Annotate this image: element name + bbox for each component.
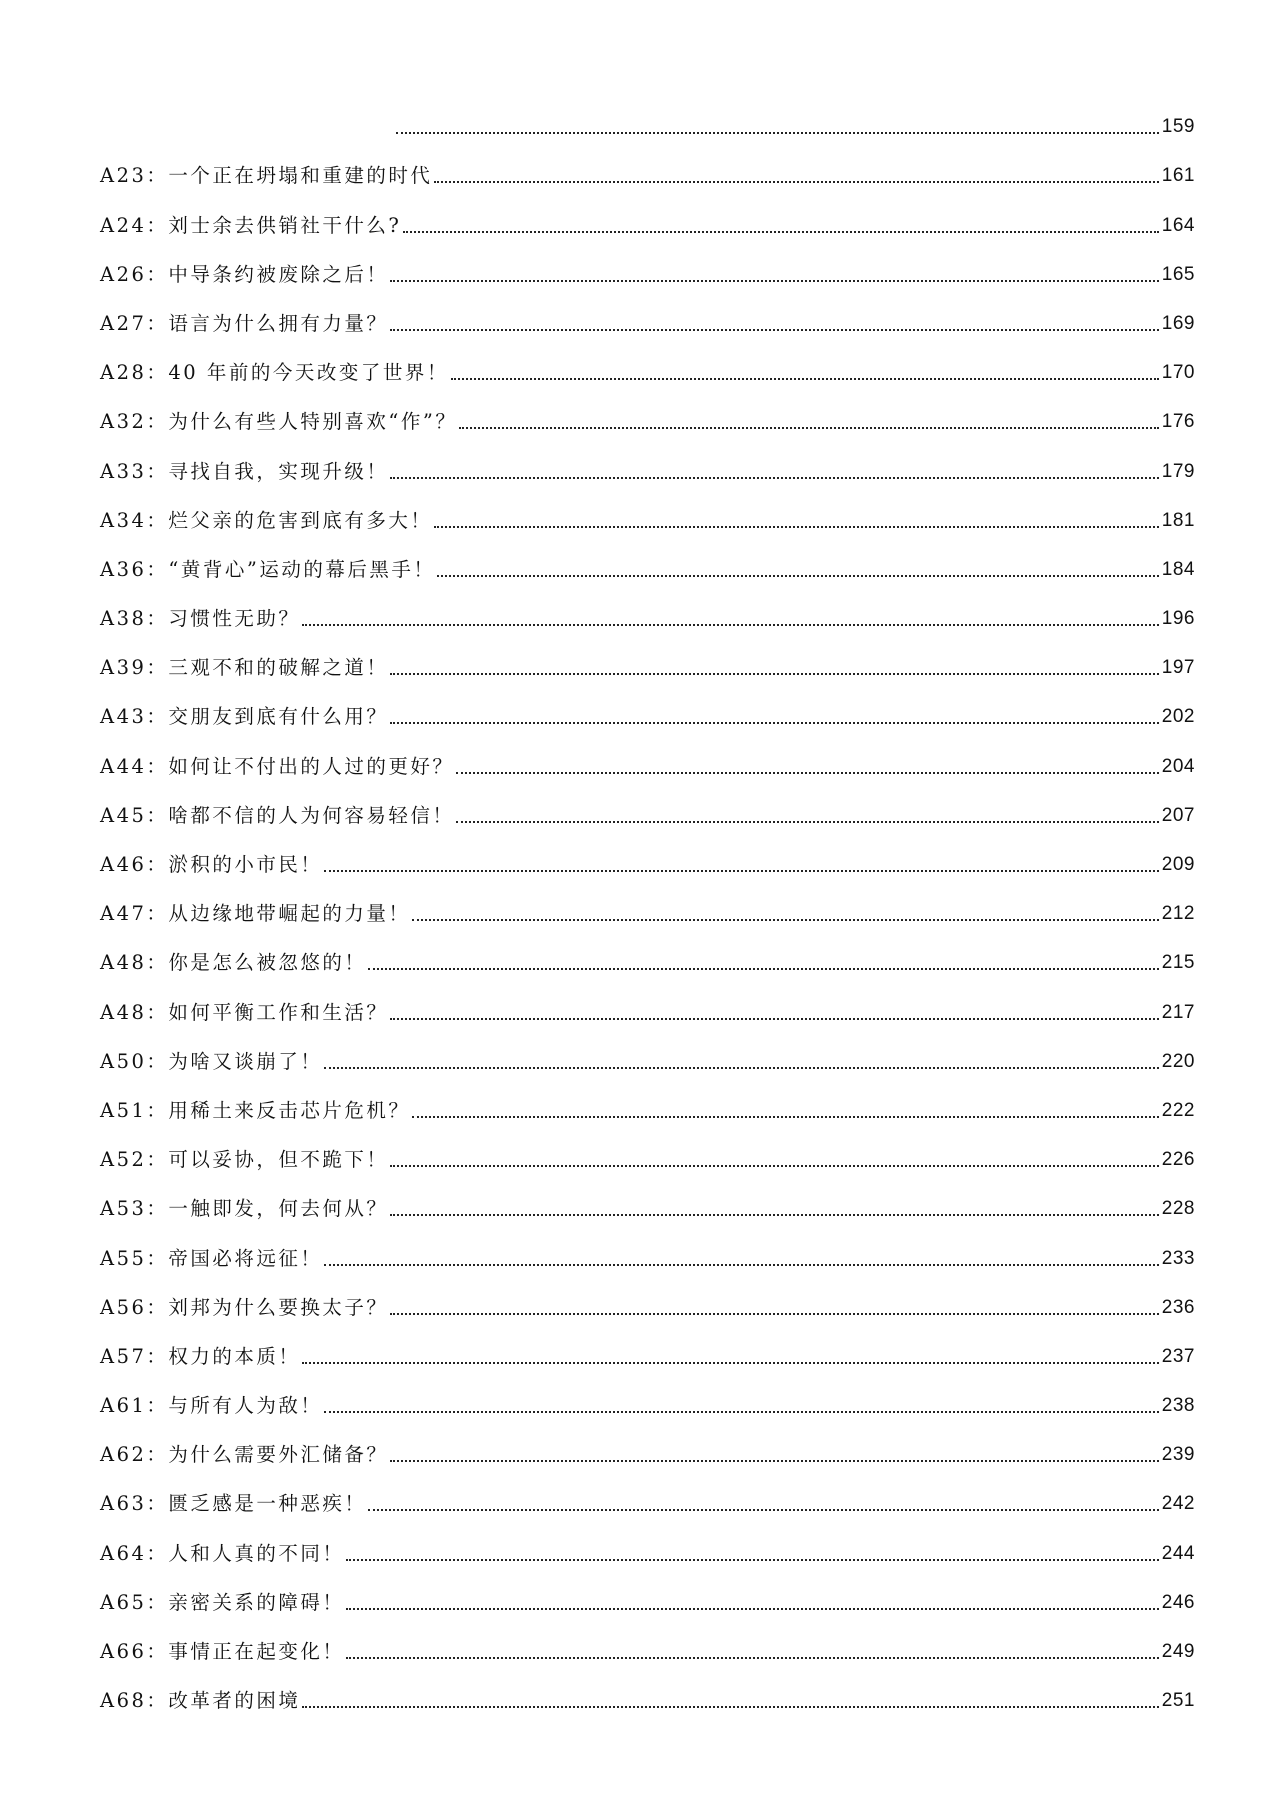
dot-leader [324,1067,1158,1069]
toc-page-number: 169 [1161,312,1195,334]
toc-page-number: 181 [1161,509,1195,531]
toc-page-number: 165 [1161,263,1195,285]
toc-entry-title: A52：可以妥协，但不跪下！ [100,1148,389,1172]
toc-page-number: 196 [1161,608,1195,630]
dot-leader [390,477,1158,479]
toc-entry-title: A26：中导条约被废除之后！ [100,262,389,286]
toc-entry-title: A48：你是怎么被忽悠的！ [100,951,367,975]
toc-entry-title: A62：为什么需要外汇储备？ [100,1443,389,1467]
dot-leader [412,919,1158,921]
toc-page-number: 179 [1161,460,1195,482]
toc-entry-title: A38：习惯性无助？ [100,607,301,631]
dot-leader [368,1509,1158,1511]
dot-leader [390,1018,1158,1020]
toc-entry-title: A55：帝国必将远征！ [100,1246,323,1270]
toc-entry[interactable] [100,1467,1195,1516]
toc-page-number: 237 [1161,1345,1195,1367]
toc-page-number: 222 [1161,1099,1195,1121]
toc-entry[interactable] [100,139,1195,188]
toc-entry[interactable] [100,1320,1195,1369]
toc-entry-title: A50：为啥又谈崩了！ [100,1049,323,1073]
toc-page-number: 204 [1161,755,1195,777]
toc-entry[interactable] [100,1025,1195,1074]
toc-entry-title: A36：“黄背心”运动的幕后黑手！ [100,557,436,581]
toc-page-number: 202 [1161,706,1195,728]
toc-entry[interactable] [100,336,1195,385]
toc-page-number: 242 [1161,1493,1195,1515]
toc-entry[interactable] [100,1123,1195,1172]
toc-entry-title: A44：如何让不付出的人过的更好？ [100,754,455,778]
toc-entry[interactable] [100,729,1195,778]
toc-entry-title: A27：语言为什么拥有力量？ [100,311,389,335]
toc-entry[interactable] [100,287,1195,336]
dot-leader [403,231,1158,233]
toc-entry[interactable] [100,631,1195,680]
dot-leader [451,378,1159,380]
toc-entry-title: A45：啥都不信的人为何容易轻信！ [100,803,455,827]
toc-page-number: 161 [1161,165,1195,187]
toc-entry-title: A65：亲密关系的障碍！ [100,1590,345,1614]
dot-leader [437,575,1158,577]
toc-page-number: 164 [1161,214,1195,236]
dot-leader [346,1608,1158,1610]
dot-leader [302,1706,1158,1708]
dot-leader [390,1313,1158,1315]
toc-entry-title: A51：用稀土来反击芯片危机？ [100,1098,411,1122]
toc-entry-title: A34：烂父亲的危害到底有多大！ [100,508,433,532]
dot-leader [368,968,1158,970]
dot-leader [324,870,1158,872]
toc-page-number: 251 [1161,1690,1195,1712]
toc-entry-title: A53：一触即发，何去何从？ [100,1197,389,1221]
toc-entry-title: A32：为什么有些人特别喜欢“作”？ [100,410,458,434]
dot-leader [324,1264,1158,1266]
toc-entry[interactable] [100,238,1195,287]
toc-page-number: 249 [1161,1641,1195,1662]
dot-leader [390,673,1158,675]
toc-entry[interactable] [100,1074,1195,1123]
table-of-contents [100,90,1195,1713]
toc-page-number: 236 [1161,1296,1195,1318]
dot-leader [390,329,1158,331]
dot-leader [390,1214,1158,1216]
toc-entry[interactable] [100,1516,1195,1565]
toc-page-number: 228 [1161,1198,1195,1220]
toc-entry[interactable] [100,1566,1195,1615]
toc-entry-title: A33：寻找自我，实现升级！ [100,459,389,483]
dot-leader [346,1657,1158,1659]
toc-entry-title: A46：淤积的小市民！ [100,853,323,876]
toc-entry-title: A48：如何平衡工作和生活？ [100,1000,389,1024]
toc-page-number: 212 [1161,903,1195,925]
toc-page-number: 226 [1161,1149,1195,1171]
dot-leader [302,624,1158,626]
toc-entry-title: A64：人和人真的不同！ [100,1541,345,1565]
toc-entry[interactable] [100,1172,1195,1221]
toc-entry[interactable] [100,779,1195,828]
dot-leader [456,821,1158,823]
toc-page-number: 220 [1161,1050,1195,1072]
toc-page-number: 246 [1161,1591,1195,1613]
toc-page-number: 209 [1161,854,1195,875]
toc-entry[interactable] [100,484,1195,533]
dot-leader [456,772,1158,774]
toc-entry-title: A68：改革者的困境 [100,1689,301,1713]
toc-entry[interactable] [100,1221,1195,1270]
toc-page-number: 239 [1161,1444,1195,1466]
toc-entry[interactable] [100,680,1195,729]
toc-page-number: 207 [1161,804,1195,826]
toc-entry-title: A57：权力的本质！ [100,1344,301,1368]
toc-entry[interactable] [100,828,1195,877]
toc-page-number: 184 [1161,558,1195,580]
dot-leader [434,181,1158,183]
toc-page-number: 176 [1161,411,1195,433]
dot-leader [434,526,1158,528]
dot-leader [390,280,1158,282]
toc-entry-title: A61：与所有人为敌！ [100,1394,323,1418]
dot-leader [390,722,1158,724]
toc-entry-title: A66：事情正在起变化！ [100,1640,345,1663]
toc-entry[interactable] [100,1664,1195,1713]
dot-leader [346,1559,1158,1561]
toc-entry[interactable] [100,926,1195,975]
toc-entry-title: A47：从边缘地带崛起的力量！ [100,902,411,926]
toc-entry[interactable] [100,1418,1195,1467]
toc-page-number: 159 [1161,116,1195,138]
toc-page-number: 197 [1161,657,1195,679]
toc-page-number: 217 [1161,1001,1195,1023]
toc-entry[interactable] [100,1615,1195,1664]
toc-page-number: 233 [1161,1247,1195,1269]
toc-entry-title: A43：交朋友到底有什么用？ [100,705,389,729]
toc-entry[interactable] [100,434,1195,483]
toc-entry[interactable] [100,582,1195,631]
toc-page-number: 244 [1161,1542,1195,1564]
toc-page-number: 170 [1161,362,1195,384]
dot-leader [412,1116,1158,1118]
dot-leader [396,132,1159,134]
toc-entry[interactable] [100,533,1195,582]
toc-entry[interactable] [100,975,1195,1024]
toc-entry-title: A39：三观不和的破解之道！ [100,656,389,680]
toc-entry[interactable] [100,1369,1195,1418]
dot-leader [459,427,1158,429]
toc-entries [100,139,1195,1713]
toc-page-number: 215 [1161,952,1195,974]
toc-entry[interactable] [100,877,1195,926]
dot-leader [390,1165,1158,1167]
toc-entry-title: A24：刘士余去供销社干什么? [100,213,402,237]
toc-entry[interactable] [100,188,1195,237]
toc-page-number: 238 [1161,1395,1195,1417]
toc-entry-title: A28：40 年前的今天改变了世界！ [100,361,449,385]
toc-entry[interactable] [100,1271,1195,1320]
dot-leader [324,1411,1158,1413]
dot-leader [390,1460,1158,1462]
toc-continuation-row [100,90,1195,139]
toc-entry-title: A23：一个正在坍塌和重建的时代 [100,164,433,188]
dot-leader [302,1362,1158,1364]
toc-entry-title: A63：匮乏感是一种恶疾！ [100,1492,367,1516]
toc-entry-title: A56：刘邦为什么要换太子？ [100,1295,389,1319]
toc-entry[interactable] [100,385,1195,434]
